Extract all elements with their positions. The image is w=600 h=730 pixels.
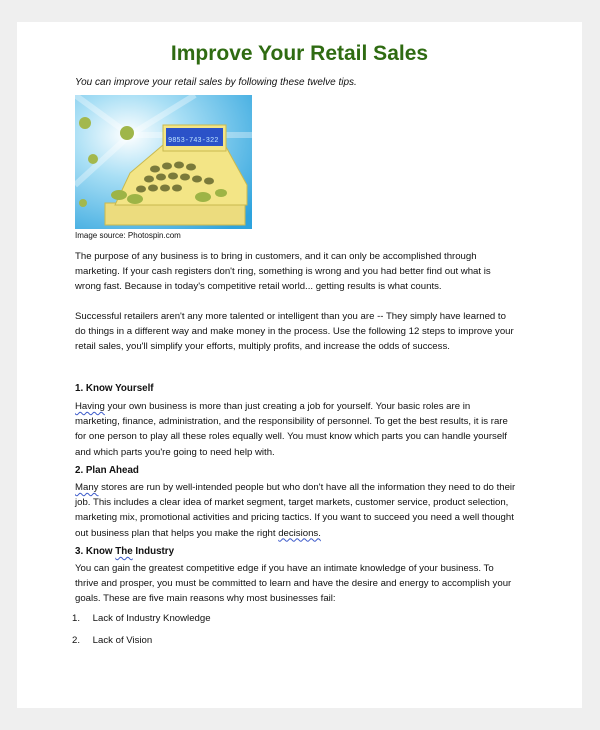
section-body: You can gain the greatest competitive edge if you have an intimate knowledge of your business. To thrive and prosper, you must be committed to learn and have the desire and energy to accomplish your goals. These are five main reasons why most businesses fail:	[75, 563, 512, 605]
list-number: 1.	[72, 613, 81, 624]
spellcheck-flagged-word[interactable]: Many	[75, 482, 99, 493]
cash-register-illustration	[75, 95, 252, 229]
spellcheck-flagged-word[interactable]: The	[115, 546, 133, 557]
image-caption: Image source: Photospin.com	[75, 231, 181, 240]
list-item	[72, 635, 152, 646]
paragraph: Successful retailers aren't any more talented or intelligent than you are -- They simply have learned to do things in a different way and make money in the process. Use the following 12 steps to improve your retail sales, you'll simplify your efforts, multiply profits, and increase the odds of success.	[75, 311, 514, 353]
list-item	[72, 613, 211, 624]
document-title: Improve Your Retail Sales	[170, 42, 429, 65]
section-body: Having your own business is more than just creating a job for yourself. Your basic roles are in marketing, finance, administration, and the responsibility of personnel. To get the best results, it is rare for one person to play all these roles equally well. You must know which parts you can handle yourself and which parts you're going to need help with.	[75, 401, 508, 458]
section-heading: 3. Know The Industry	[75, 546, 175, 557]
list-number: 2.	[72, 635, 81, 646]
section-heading: 2. Plan Ahead	[75, 465, 139, 476]
spellcheck-flagged-word[interactable]: decisions.	[278, 527, 321, 539]
register-display: 9853-743-322	[168, 137, 219, 145]
section-heading: 1. Know Yourself	[75, 383, 154, 394]
list-text: Lack of Industry Knowledge	[92, 613, 211, 624]
document-page	[17, 22, 582, 708]
paragraph: The purpose of any business is to bring in customers, and it can only be accomplished through marketing. If your cash registers don't ring, something is wrong and you had better find out what is wrong fast. Because in today's competitive retail world... getting results is what counts.	[75, 251, 491, 293]
intro-text: You can improve your retail sales by following these twelve tips.	[75, 77, 357, 88]
spellcheck-flagged-word[interactable]: Having	[75, 401, 105, 412]
section-body: Many stores are run by well-intended people but who don't have all the information they need to do their job. This includes a clear idea of market segment, target markets, customer service, product selection, marketing mix, promotional activities and pricing tactics. If you want to succeed you need a well thought out business plan that helps you make the right decisions.	[75, 482, 516, 539]
list-text: Lack of Vision	[92, 635, 153, 646]
cash-register-image	[75, 95, 252, 229]
